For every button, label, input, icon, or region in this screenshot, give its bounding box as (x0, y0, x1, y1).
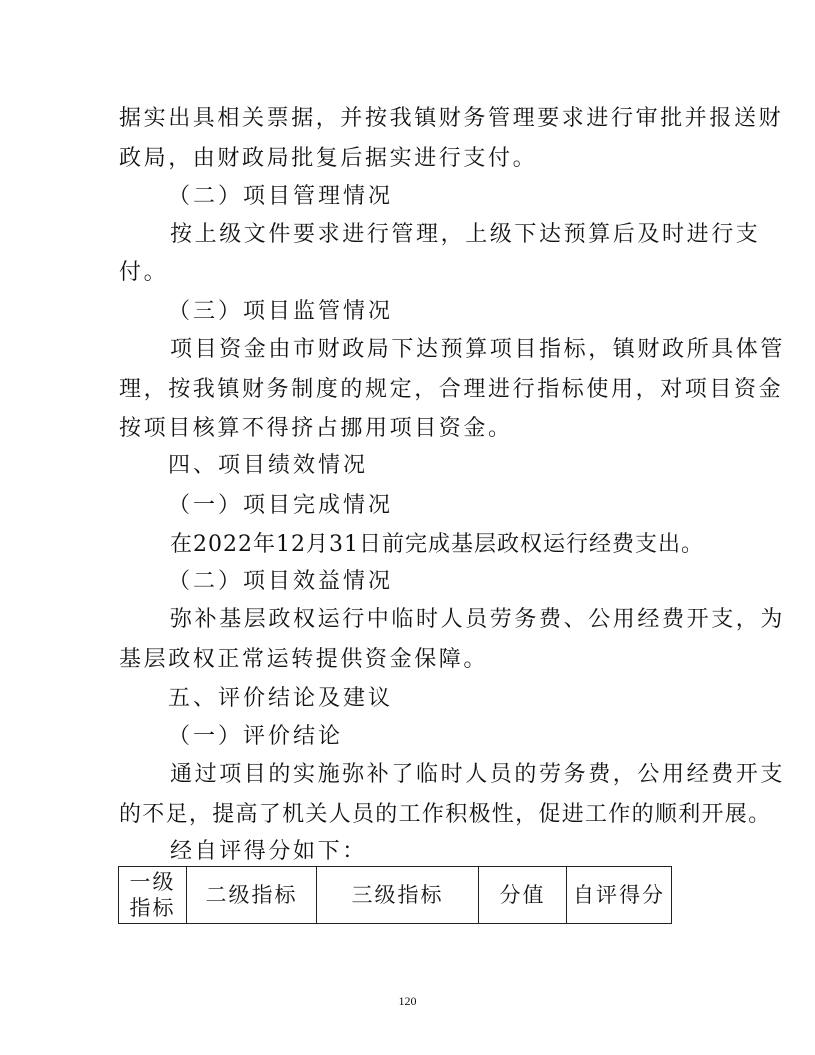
section-heading: （一）项目完成情况 (168, 493, 394, 518)
paragraph-line: 的不足，提高了机关人员的工作积极性，促进工作的顺利开展。 (119, 802, 772, 827)
paragraph-line: 付。 (119, 260, 169, 285)
score-table (118, 866, 672, 924)
paragraph-line: 基层政权正常运转提供资金保障。 (119, 647, 489, 672)
paragraph-line: 经自评得分如下： (170, 839, 367, 864)
paragraph-line: 理，按我镇财务制度的规定，合理进行指标使用，对项目资金 (119, 377, 784, 402)
paragraph-line: 按上级文件要求进行管理，上级下达预算后及时进行支 (170, 222, 761, 247)
section-heading: （一）评价结论 (168, 724, 344, 749)
header-cell-line: 一级 (129, 870, 176, 894)
header-cell-level-3: 三级指标 (317, 867, 479, 924)
section-heading: （二）项目管理情况 (168, 184, 394, 209)
paragraph-line: 弥补基层政权运行中临时人员劳务费、公用经费开支，为 (170, 607, 786, 632)
header-cell-self-score: 自评得分 (567, 867, 672, 924)
paragraph-line: 据实出具相关票据，并按我镇财务管理要求进行审批并报送财 (119, 106, 784, 131)
page-number: 120 (398, 994, 417, 1008)
section-heading: 四、项目绩效情况 (168, 453, 369, 478)
paragraph-line: 政局，由财政局批复后据实进行支付。 (119, 146, 538, 171)
paragraph-line: 项目资金由市财政局下达预算项目指标，镇财政所具体管 (170, 337, 786, 362)
header-cell-level-1 (119, 867, 187, 924)
paragraph-line: 按项目核算不得挤占挪用项目资金。 (119, 416, 513, 441)
table-header-row (119, 867, 672, 924)
paragraph-line: 在2022年12月31日前完成基层政权运行经费支出。 (170, 532, 704, 557)
header-cell-score: 分值 (479, 867, 567, 924)
header-cell-line: 指标 (129, 896, 176, 920)
paragraph-line: 通过项目的实施弥补了临时人员的劳务费，公用经费开支 (170, 762, 786, 787)
section-heading: （二）项目效益情况 (168, 569, 394, 594)
section-heading: （三）项目监管情况 (168, 299, 394, 324)
section-heading: 五、评价结论及建议 (168, 686, 394, 711)
header-cell-level-2: 二级指标 (187, 867, 317, 924)
